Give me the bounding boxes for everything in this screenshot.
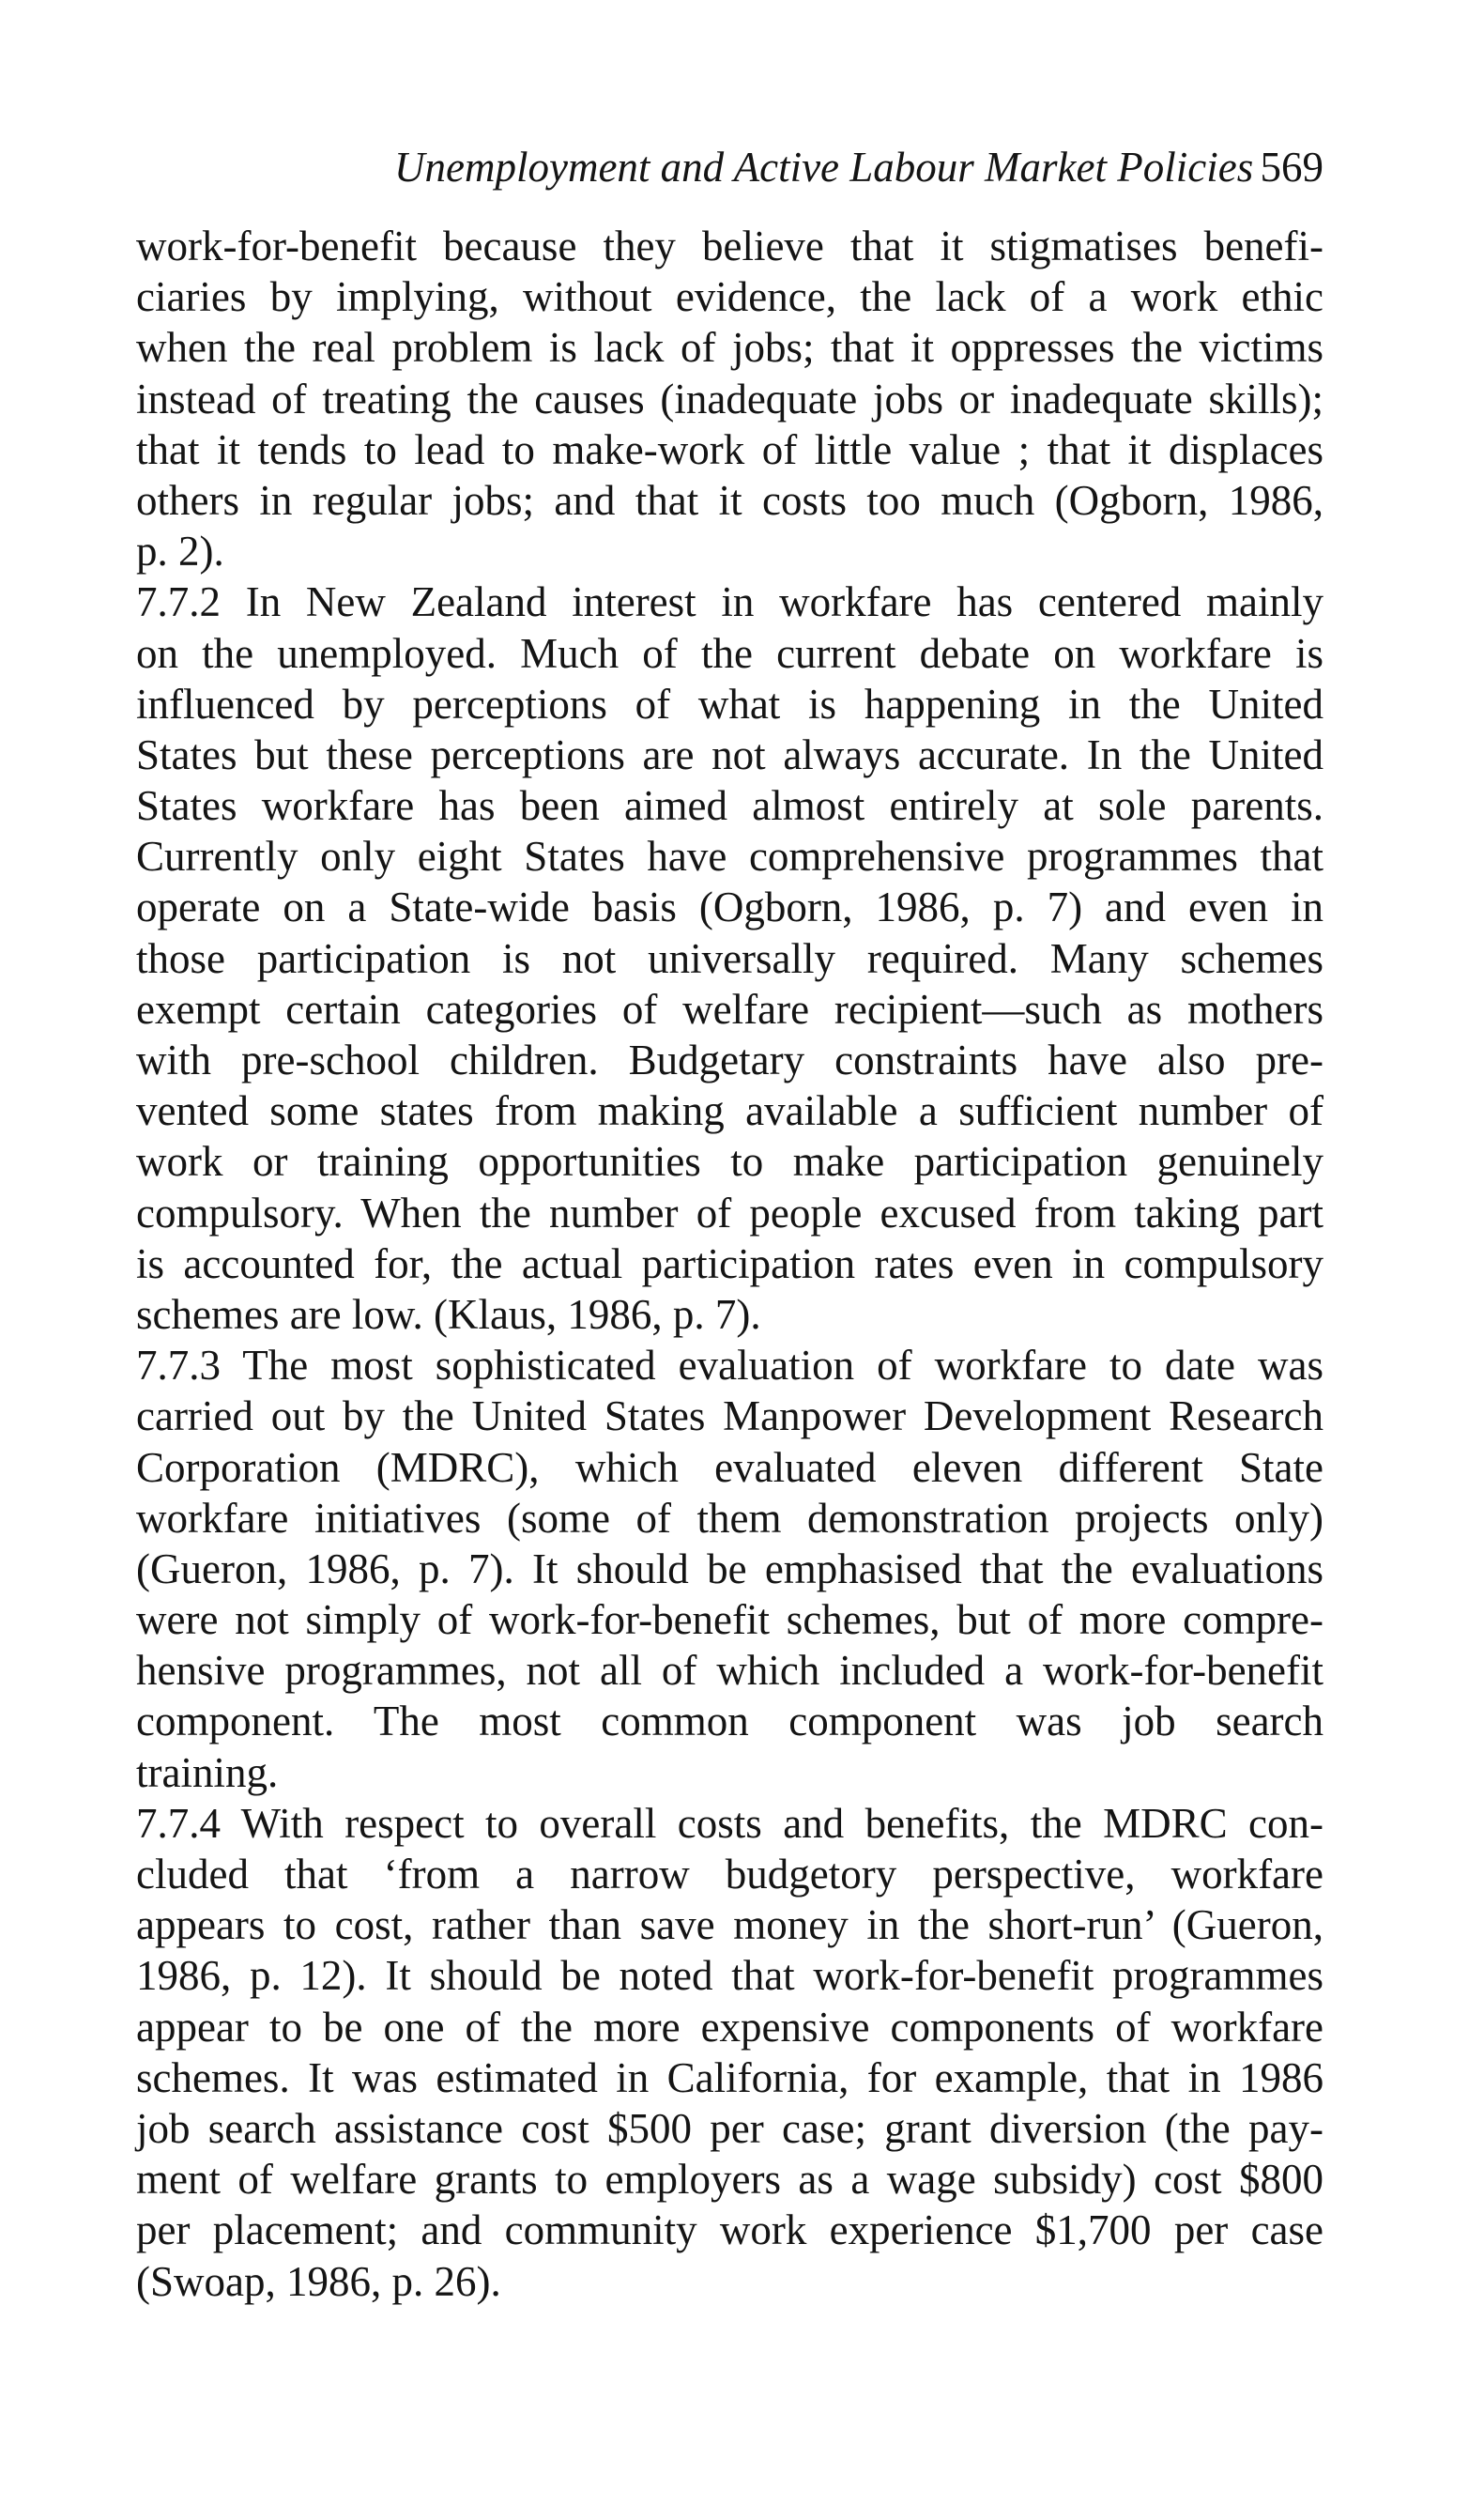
text-line: 7.7.2 In New Zealand interest in workfare has centered mainly <box>136 578 1323 626</box>
text-line: those participation is not universally required. Many schemes <box>136 934 1323 982</box>
running-header <box>394 139 1323 205</box>
text-line: States but these perceptions are not always accurate. In the United <box>136 730 1323 778</box>
text-line: appear to be one of the more expensive components of workfare <box>136 2003 1323 2051</box>
body-text <box>136 221 1323 2307</box>
text-line: ment of welfare grants to employers as a wage subsidy) cost $800 <box>136 2156 1323 2204</box>
text-line: influenced by perceptions of what is happening in the United <box>136 680 1323 728</box>
text-line: p. 2). <box>136 528 224 576</box>
text-line: 7.7.4 With respect to overall costs and benefits, the MDRC con- <box>136 1799 1323 1847</box>
text-line: component. The most common component was job search <box>136 1698 1323 1745</box>
text-line: compulsory. When the number of people excused from taking part <box>136 1189 1323 1237</box>
text-line: operate on a State-wide basis (Ogborn, 1986, p. 7) and even in <box>136 884 1323 931</box>
text-line: instead of treating the causes (inadequate jobs or inadequate skills); <box>136 375 1323 423</box>
text-line: when the real problem is lack of jobs; that it oppresses the victims <box>136 324 1323 372</box>
text-line: vented some states from making available a sufficient number of <box>136 1087 1323 1135</box>
text-line: that it tends to lead to make-work of little value ; that it displaces <box>136 425 1323 473</box>
text-line: Corporation (MDRC), which evaluated eleven different State <box>136 1443 1323 1491</box>
paragraph-continued <box>136 221 1323 576</box>
text-line: (Swoap, 1986, p. 26). <box>136 2257 501 2305</box>
page-number: 569 <box>1260 144 1323 191</box>
paragraph-7-7-3 <box>136 1340 1323 1798</box>
text-line: work-for-benefit because they believe that it stigmatises benefi- <box>136 223 1323 269</box>
text-line: per placement; and community work experience $1,700 per case <box>136 2206 1323 2254</box>
text-line: States workfare has been aimed almost entirely at sole parents. <box>136 782 1323 830</box>
text-line: ciaries by implying, without evidence, the lack of a work ethic <box>136 273 1323 321</box>
text-line: cluded that ‘from a narrow budgetory perspective, workfare <box>136 1851 1323 1898</box>
text-line: schemes. It was estimated in California, for example, that in 1986 <box>136 2053 1323 2101</box>
text-line: others in regular jobs; and that it costs too much (Ogborn, 1986, <box>136 476 1323 524</box>
paragraph-7-7-4 <box>136 1798 1323 2307</box>
text-line: 7.7.3 The most sophisticated evaluation of workfare to date was <box>136 1342 1323 1390</box>
text-line: job search assistance cost $500 per case; grant diversion (the pay- <box>136 2104 1323 2152</box>
text-line: exempt certain categories of welfare recipient—such as mothers <box>136 985 1323 1033</box>
text-line: on the unemployed. Much of the current debate on workfare is <box>136 629 1323 677</box>
text-line: hensive programmes, not all of which included a work-for-benefit <box>136 1647 1323 1695</box>
text-line: Currently only eight States have comprehensive programmes that <box>136 833 1323 881</box>
text-line: workfare initiatives (some of them demonstration projects only) <box>136 1494 1323 1542</box>
text-line: carried out by the United States Manpower Development Research <box>136 1392 1323 1440</box>
text-line: were not simply of work-for-benefit schemes, but of more compre- <box>136 1596 1323 1644</box>
text-line: appears to cost, rather than save money in the short-run’ (Gueron, <box>136 1901 1323 1949</box>
text-line: training. <box>136 1748 279 1796</box>
paragraph-7-7-2 <box>136 576 1323 1340</box>
text-line: work or training opportunities to make participation genuinely <box>136 1138 1323 1186</box>
text-line: is accounted for, the actual participation rates even in compulsory <box>136 1239 1323 1287</box>
text-line: with pre-school children. Budgetary constraints have also pre- <box>136 1037 1323 1083</box>
text-line: schemes are low. (Klaus, 1986, p. 7). <box>136 1290 761 1338</box>
text-line: 1986, p. 12). It should be noted that work-for-benefit programmes <box>136 1952 1323 2000</box>
running-title: Unemployment and Active Labour Market Policies <box>394 144 1254 191</box>
text-line: (Gueron, 1986, p. 7). It should be emphasised that the evaluations <box>136 1544 1323 1592</box>
